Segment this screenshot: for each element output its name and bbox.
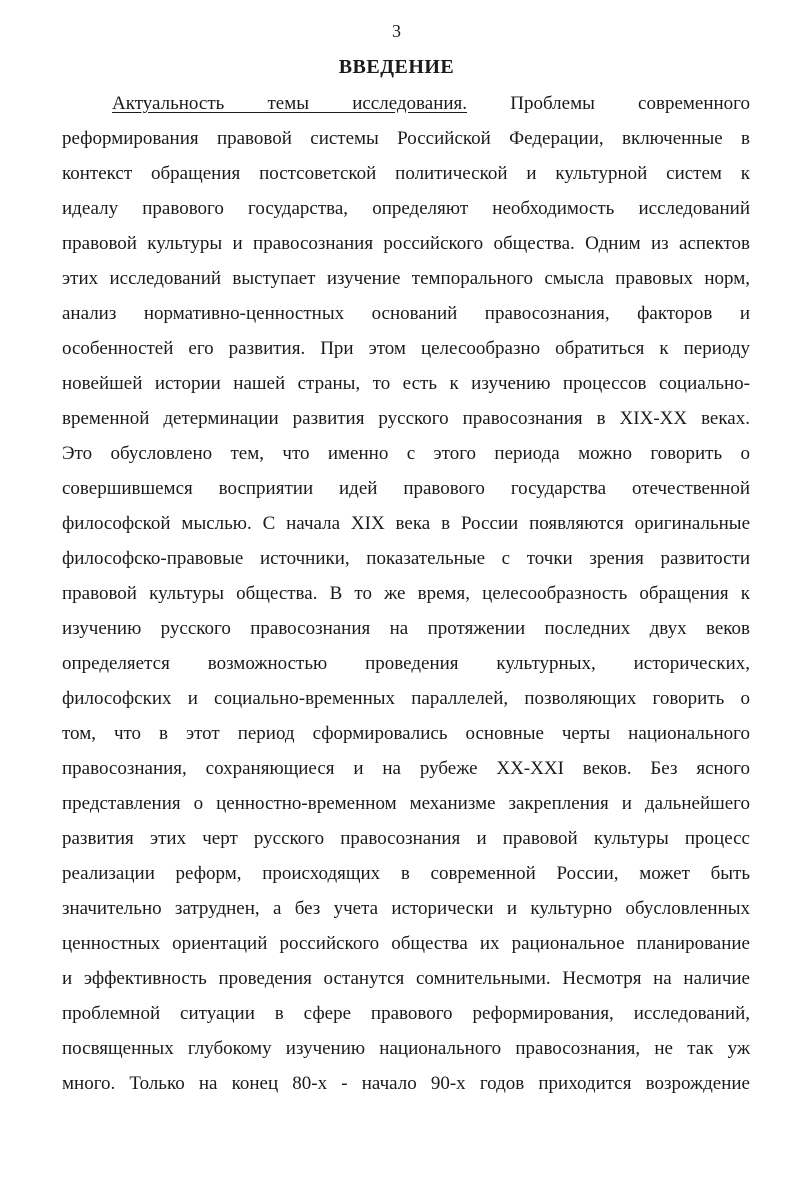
- page-number: 3: [392, 21, 401, 41]
- text-line: правовой культуры общества. В то же время, целесообразность обращения к: [62, 583, 750, 604]
- section-heading: ВВЕДЕНИЕ: [338, 56, 455, 78]
- text-line: представления о ценностно-временном механизме закрепления и дальнейшего: [62, 793, 750, 814]
- text-line: реформирования правовой системы Российской Федерации, включенные в: [62, 128, 750, 149]
- text-line: философских и социально-временных параллелей, позволяющих говорить о: [62, 688, 750, 709]
- text-line: правосознания, сохраняющиеся и на рубеже XX-XXI веков. Без ясного: [62, 758, 750, 779]
- body-text: [62, 86, 750, 1101]
- text-line: философско-правовые источники, показательные с точки зрения развитости: [62, 548, 750, 569]
- text-line: и эффективность проведения останутся сомнительными. Несмотря на наличие: [62, 968, 750, 989]
- text-line: временной детерминации развития русского правосознания в XIX-XX веках.: [62, 408, 750, 429]
- text-line: [62, 86, 750, 121]
- text-line: значительно затруднен, а без учета исторически и культурно обусловленных: [62, 898, 750, 919]
- text-line: посвященных глубокому изучению национального правосознания, не так уж: [62, 1038, 750, 1059]
- text-line: много. Только на конец 80-х - начало 90-х годов приходится возрождение: [62, 1073, 750, 1094]
- text-line: том, что в этот период сформировались основные черты национального: [62, 723, 750, 744]
- underlined-phrase: Актуальность темы исследования.: [112, 93, 468, 114]
- text-line: анализ нормативно-ценностных оснований правосознания, факторов и: [62, 303, 750, 324]
- text-line: развития этих черт русского правосознания и правовой культуры процесс: [62, 828, 750, 849]
- text-line: философской мыслью. С начала XIX века в России появляются оригинальные: [62, 513, 750, 534]
- text-line: проблемной ситуации в сфере правового реформирования, исследований,: [62, 1003, 750, 1024]
- text-line: изучению русского правосознания на протяжении последних двух веков: [62, 618, 750, 639]
- text-line: совершившемся восприятии идей правового государства отечественной: [62, 478, 750, 499]
- text-line: Это обусловлено тем, что именно с этого периода можно говорить о: [62, 443, 750, 464]
- text-line: правовой культуры и правосознания российского общества. Одним из аспектов: [62, 233, 750, 254]
- text-line: контекст обращения постсоветской политической и культурной систем к: [62, 163, 750, 184]
- line-rest: Проблемы современного: [467, 93, 750, 114]
- text-line: реализации реформ, происходящих в современной России, может быть: [62, 863, 750, 884]
- text-line: этих исследований выступает изучение темпорального смысла правовых норм,: [62, 268, 750, 289]
- text-line: идеалу правового государства, определяют необходимость исследований: [62, 198, 750, 219]
- text-line: ценностных ориентаций российского общества их рациональное планирование: [62, 933, 750, 954]
- text-line: определяется возможностью проведения культурных, исторических,: [62, 653, 750, 674]
- text-line: особенностей его развития. При этом целесообразно обратиться к периоду: [62, 338, 750, 359]
- text-line: новейшей истории нашей страны, то есть к изучению процессов социально-: [62, 373, 750, 394]
